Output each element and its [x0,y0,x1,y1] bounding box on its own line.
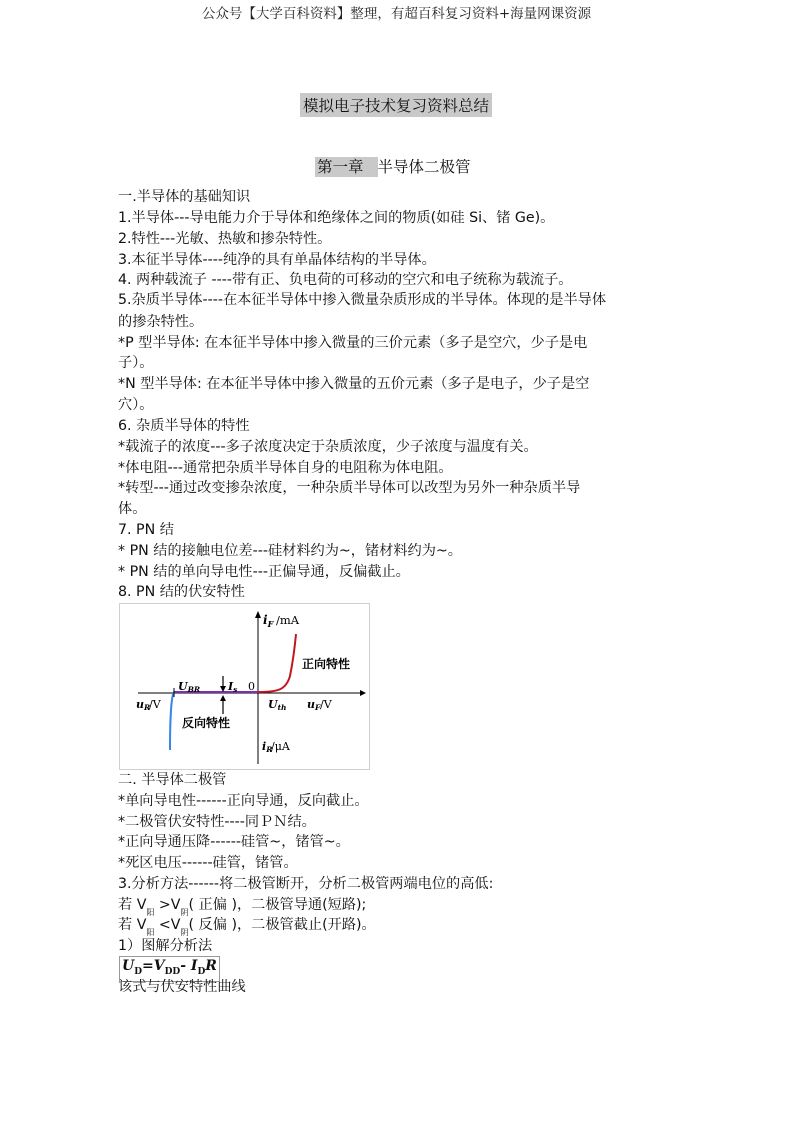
text-line: 4. 两种载流子 ----带有正、负电荷的可移动的空穴和电子统称为载流子。 [118,272,573,288]
y-axis-bottom-var: iR [262,740,273,754]
cond1-prefix: 若 V [118,897,147,913]
x-axis-right-var: uF [307,698,321,712]
text-line: * PN 结的接触电位差---硅材料约为~，锗材料约为~。 [118,543,462,559]
text-line: *单向导电性------正向导通，反向截止。 [118,793,369,809]
text-line: *体电阻---通常把杂质半导体自身的电阻称为体电阻。 [118,460,453,476]
cond2-prefix: 若 V [118,917,147,933]
cond1-mid: >V [154,897,181,913]
formula-r: R [205,958,217,974]
text-line: 3.分析方法------将二极管断开，分析二极管两端电位的高低: [118,876,494,892]
formula-v-sub: DD [164,966,181,977]
uth-label: Uth [268,698,287,712]
text-line: *正向导通压降------硅管~，锗管~。 [118,834,350,850]
text-line: *P 型半导体: 在本征半导体中掺入微量的三价元素（多子是空穴，少子是电 [118,335,588,351]
cond2-sub-anode: 阳 [146,928,155,937]
text-line: 二. 半导体二极管 [118,772,227,788]
y-axis-bottom-unit: /μA [271,740,290,753]
ubr-label: UBR [178,680,201,694]
reverse-label: 反向特性 [182,716,231,730]
text-line: 5.杂质半导体----在本征半导体中掺入微量杂质形成的半导体。体现的是半导体 [118,292,607,308]
condition-forward [118,895,366,917]
text-line: *二极管伏安特性----同ＰＮ结。 [118,814,316,830]
reverse-arrow-head [220,695,226,701]
forward-curve [258,634,296,692]
chapter-label: 第一章 [315,157,378,177]
text-line: 子）。 [118,355,154,371]
text-line: 2.特性---光敏、热敏和掺杂特性。 [118,231,332,247]
text-line: 体。 [118,501,147,517]
y-axis-top-var: $i_F$ [263,613,274,629]
formula-lhs: U [122,958,135,974]
formula-lhs-sub: D [134,966,143,977]
cond1-sub-anode: 阳 [146,908,155,917]
text-line: *N 型半导体: 在本征半导体中掺入微量的五价元素（多子是电子，少子是空 [118,376,590,392]
x-axis-arrow [360,690,366,696]
method-graphical: 1）图解分析法 [118,938,213,954]
chapter-heading [315,155,471,177]
x-axis-left-var: uR [136,698,151,712]
y-axis-arrow [255,611,261,618]
text-line: 一.半导体的基础知识 [118,189,251,205]
text-line: * PN 结的单向导电性---正偏导通，反偏截止。 [118,564,410,580]
formula-eq: =V [142,958,165,974]
text-line: *转型---通过改变掺杂浓度，一种杂质半导体可以改型为另外一种杂质半导 [118,480,581,496]
pn-iv-curve-svg [120,604,369,769]
last-line: 该式与伏安特性曲线 [118,979,246,995]
text-line: *死区电压------硅管，锗管。 [118,855,298,871]
document-title: 模拟电子技术复习资料总结 [300,93,492,117]
cond1-sub-cathode: 阴 [180,908,189,917]
cond2-sub-cathode: 阴 [180,928,189,937]
text-line: 的掺杂特性。 [118,314,204,330]
text-line: 8. PN 结的伏安特性 [118,584,245,600]
text-line: 1.半导体---导电能力介于导体和绝缘体之间的物质(如硅 Si、锗 Ge)。 [118,210,555,226]
x-axis-right-unit: /V [320,698,332,711]
formula-minus: - I [180,958,198,974]
x-axis-left-unit: /V [149,698,161,711]
y-axis-top-unit: /mA [276,613,300,627]
formula-i-sub: D [197,966,206,977]
text-line: *载流子的浓度---多子浓度决定于杂质浓度，少子浓度与温度有关。 [118,439,538,455]
cond2-suffix: ( 反偏 )，二极管截止(开路)。 [188,917,376,933]
text-line: 3.本征半导体----纯净的具有单晶体结构的半导体。 [118,252,436,268]
condition-reverse [118,915,376,937]
forward-label: 正向特性 [302,657,351,671]
text-line: 6. 杂质半导体的特性 [118,418,250,434]
is-label: Is [228,680,238,694]
breakdown-curve [170,692,174,750]
origin-label: 0 [248,680,255,693]
pn-iv-curve-figure [119,603,370,770]
text-line: 7. PN 结 [118,522,174,538]
page-header: 公众号【大学百科资料】整理，有超百科复习资料+海量网课资源 [201,6,592,22]
cond1-suffix: ( 正偏 )，二极管导通(短路); [188,897,367,913]
chapter-name: 半导体二极管 [377,158,471,176]
cond2-mid: <V [154,917,181,933]
text-line: 穴）。 [118,397,154,413]
